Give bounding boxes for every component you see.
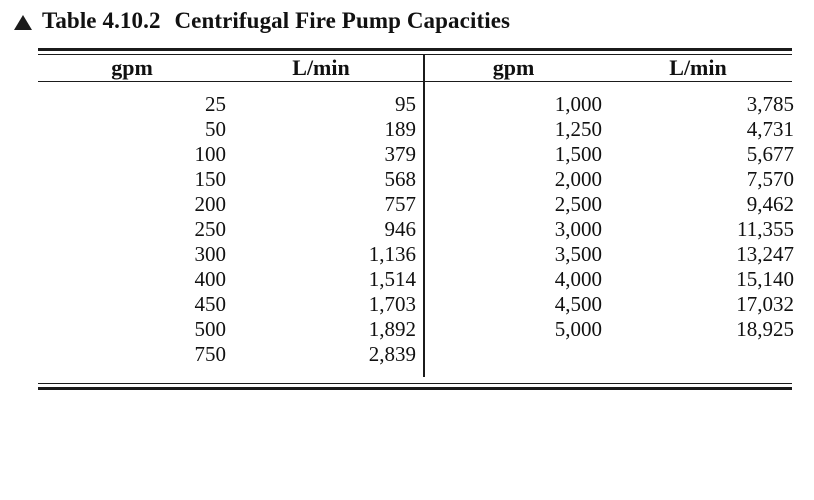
- cell-lmin-right: 18,925: [736, 317, 794, 341]
- table-row: [38, 117, 794, 142]
- cell-lmin-left: 757: [384, 192, 416, 216]
- cell-gpm-left: 300: [194, 242, 226, 266]
- row-spacer: [416, 192, 424, 217]
- cell-lmin-left: 1,703: [368, 292, 416, 316]
- cell-gpm-left: 150: [194, 167, 226, 191]
- column-header-lmin-left: L/min: [292, 55, 350, 80]
- cell-lmin-right: 9,462: [746, 192, 794, 216]
- pad-cell: [602, 367, 794, 377]
- cell-gpm-left: 750: [194, 342, 226, 366]
- table-row: [38, 267, 794, 292]
- row-spacer: [416, 317, 424, 342]
- cell-gpm-left: 400: [194, 267, 226, 291]
- capacities-table: [38, 55, 794, 81]
- cell-gpm-right: 3,500: [424, 242, 602, 267]
- body-bottom-pad-row: [38, 367, 794, 377]
- cell-gpm-right: 5,000: [424, 317, 602, 342]
- table-row: [38, 167, 794, 192]
- column-header-gpm-right: gpm: [424, 55, 602, 81]
- table-row: [38, 342, 794, 367]
- cell-gpm-left: 450: [194, 292, 226, 316]
- pad-cell-divider: [424, 82, 602, 92]
- cell-lmin-left: 1,514: [368, 267, 416, 291]
- cell-gpm-right: 2,500: [424, 192, 602, 217]
- cell-gpm-right: 2,000: [424, 167, 602, 192]
- pad-cell: [602, 82, 794, 92]
- pad-cell: [416, 82, 424, 92]
- pad-cell: [38, 82, 226, 92]
- cell-lmin-left: 379: [384, 142, 416, 166]
- pad-cell: [226, 367, 416, 377]
- cell-lmin-right-empty: [602, 342, 794, 367]
- caption-text: [42, 8, 510, 34]
- cell-lmin-left: 946: [384, 217, 416, 241]
- bottom-rules: [38, 383, 792, 390]
- row-spacer: [416, 342, 424, 367]
- cell-gpm-left: 100: [194, 142, 226, 166]
- rule-bottom-outer: [38, 387, 792, 390]
- header-row: [38, 55, 794, 81]
- caption-title: Centrifugal Fire Pump Capacities: [174, 8, 511, 33]
- table-row: [38, 92, 794, 117]
- pad-cell: [38, 367, 226, 377]
- caption-number: 4.10.2: [102, 8, 161, 33]
- row-spacer: [416, 167, 424, 192]
- cell-lmin-right: 4,731: [746, 117, 794, 141]
- cell-lmin-right: 17,032: [736, 292, 794, 316]
- cell-gpm-left: 250: [194, 217, 226, 241]
- cell-lmin-left: 1,136: [368, 242, 416, 266]
- row-spacer: [416, 267, 424, 292]
- row-spacer: [416, 217, 424, 242]
- table-row: [38, 192, 794, 217]
- cell-gpm-right: 1,500: [424, 142, 602, 167]
- pad-cell: [416, 367, 424, 377]
- table-row: [38, 317, 794, 342]
- cell-gpm-right: 1,000: [424, 92, 602, 117]
- row-spacer: [416, 117, 424, 142]
- cell-gpm-left: 50: [205, 117, 226, 141]
- cell-gpm-right: 4,500: [424, 292, 602, 317]
- column-header-lmin-right: L/min: [669, 55, 727, 80]
- table-caption: [0, 0, 814, 34]
- cell-lmin-left: 1,892: [368, 317, 416, 341]
- body-top-pad-row: [38, 82, 794, 92]
- cell-lmin-right: 11,355: [737, 217, 794, 241]
- column-header-gpm-left: gpm: [111, 55, 153, 80]
- cell-gpm-right: 3,000: [424, 217, 602, 242]
- delta-triangle-icon: [14, 15, 32, 30]
- header-spacer: [416, 55, 424, 81]
- cell-lmin-right: 15,140: [736, 267, 794, 291]
- cell-lmin-left: 568: [384, 167, 416, 191]
- cell-lmin-right: 13,247: [736, 242, 794, 266]
- cell-gpm-right: 4,000: [424, 267, 602, 292]
- capacities-table-wrap: [38, 48, 792, 390]
- table-row: [38, 292, 794, 317]
- row-spacer: [416, 292, 424, 317]
- cell-lmin-left: 2,839: [368, 342, 416, 366]
- row-spacer: [416, 92, 424, 117]
- cell-lmin-right: 3,785: [746, 92, 794, 116]
- row-spacer: [416, 242, 424, 267]
- cell-gpm-left: 25: [205, 92, 226, 116]
- table-row: [38, 217, 794, 242]
- pad-cell: [226, 82, 416, 92]
- cell-gpm-right: 1,250: [424, 117, 602, 142]
- cell-gpm-right-empty: [424, 342, 602, 367]
- cell-gpm-left: 500: [194, 317, 226, 341]
- table-body: [38, 82, 794, 377]
- cell-lmin-left: 95: [395, 92, 416, 116]
- table-row: [38, 142, 794, 167]
- cell-lmin-left: 189: [384, 117, 416, 141]
- cell-lmin-right: 5,677: [746, 142, 794, 166]
- cell-lmin-right: 7,570: [746, 167, 794, 191]
- pad-cell-divider: [424, 367, 602, 377]
- capacities-table-body: [38, 82, 794, 377]
- caption-label: Table: [42, 8, 97, 33]
- cell-gpm-left: 200: [194, 192, 226, 216]
- table-row: [38, 242, 794, 267]
- table-header: [38, 55, 794, 81]
- row-spacer: [416, 142, 424, 167]
